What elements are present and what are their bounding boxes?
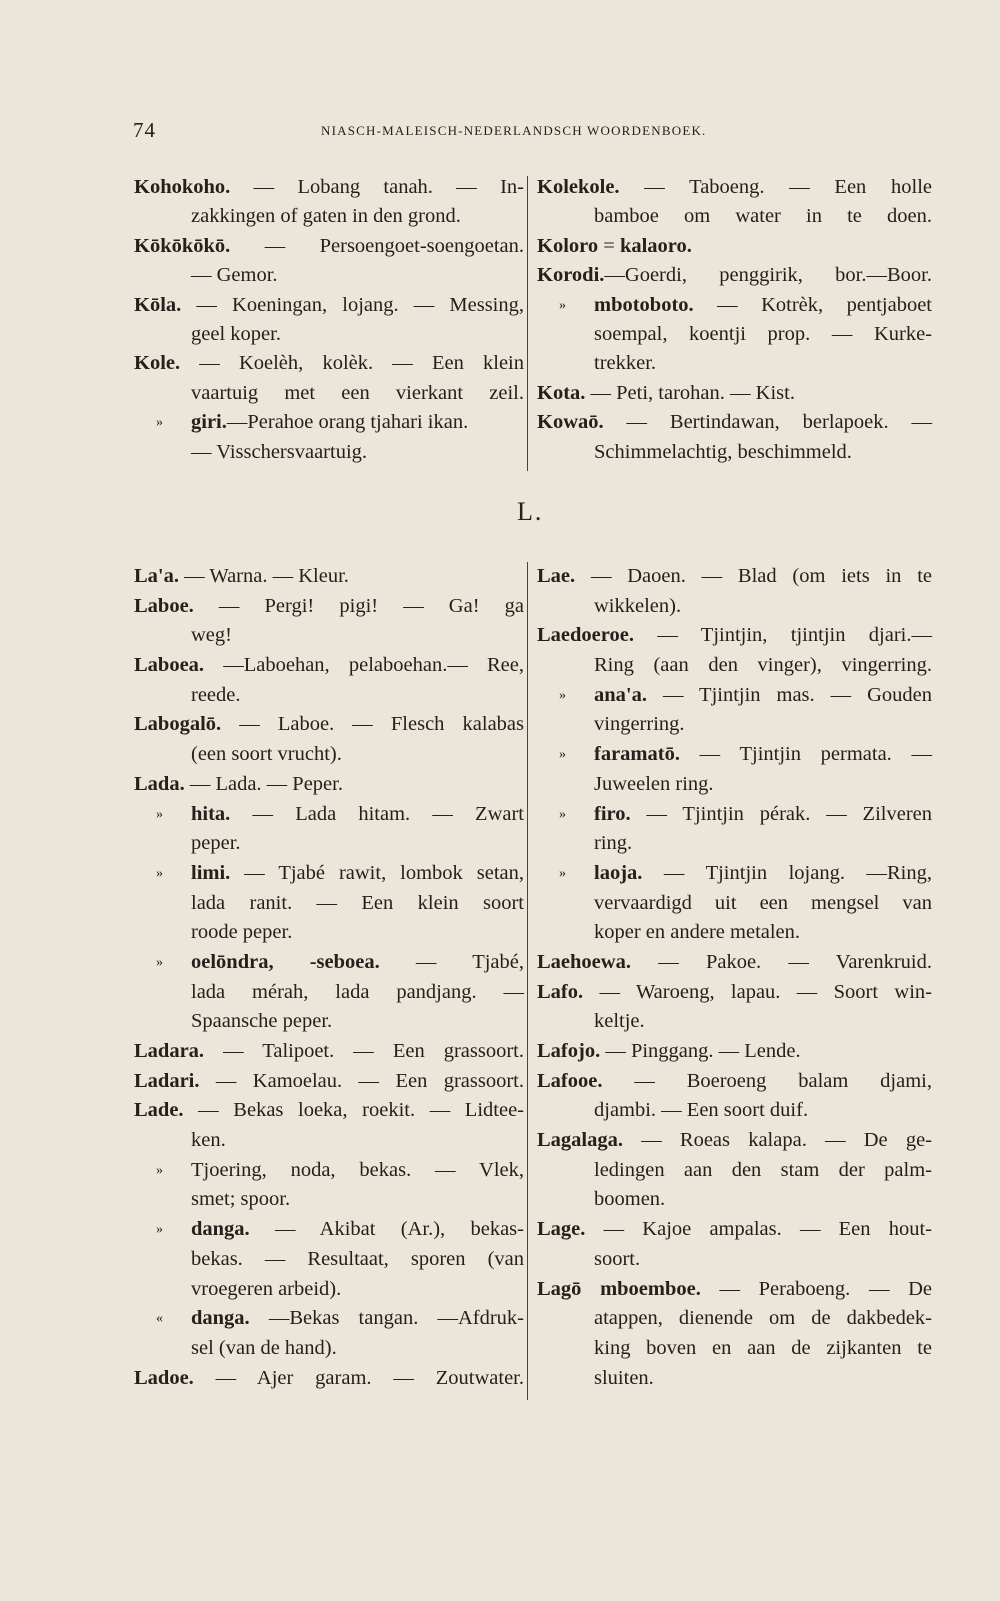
headword: Lafooe. <box>537 1069 603 1092</box>
entry-continuation-line <box>537 770 932 800</box>
definition-text: vervaardigd uit een mengsel van <box>594 891 932 914</box>
headword: oelōndra, -seboea. <box>191 950 380 973</box>
subentry-line <box>134 1215 524 1245</box>
subentry-line <box>537 800 932 830</box>
definition-text: — Talipoet. — Een grassoort. <box>204 1040 524 1062</box>
entry-line <box>134 232 524 261</box>
entry-line <box>537 978 932 1008</box>
definition-text: — Lada hitam. — Zwart <box>230 802 524 825</box>
headword: Laehoewa. <box>537 950 631 973</box>
headword: Lade. <box>134 1099 184 1122</box>
entry-line <box>134 1067 524 1097</box>
definition-text: vaartuig met een vierkant zeil. <box>191 381 524 404</box>
entry-continuation-line <box>537 1364 932 1394</box>
entry-line <box>537 1275 932 1305</box>
entry-continuation-line <box>134 1334 524 1364</box>
entry-continuation-line <box>134 681 524 711</box>
entries-k-left-column <box>134 173 524 467</box>
definition-text: — Tjabé rawit, lombok setan, <box>230 861 524 884</box>
definition-text: — Gemor. <box>191 264 278 287</box>
entry-line <box>134 1364 524 1394</box>
headword: Lage. <box>537 1218 586 1241</box>
entry-line <box>537 562 932 592</box>
definition-text: —Goerdi, penggirik, bor.—Boor. <box>604 264 932 287</box>
headword: Kōla. <box>134 293 182 316</box>
definition-text: sluiten. <box>594 1366 654 1389</box>
subentry-marker: » <box>156 1162 163 1178</box>
definition-text: boomen. <box>594 1188 666 1211</box>
subentry-line <box>134 948 524 978</box>
headword: Kolekole. <box>537 176 620 198</box>
entry-line <box>537 948 932 978</box>
definition-text: — Pinggang. — Lende. <box>600 1040 801 1062</box>
entry-line <box>537 408 932 437</box>
headword: Lafo. <box>537 980 584 1003</box>
definition-text: lada mérah, lada pandjang. — <box>191 980 524 1003</box>
entry-line <box>134 592 524 622</box>
subentry-line <box>134 800 524 830</box>
headword: kalaoro. <box>619 234 692 257</box>
headword: limi. <box>191 861 231 884</box>
headword: Koloro <box>537 234 599 257</box>
headword: Ladoe. <box>134 1366 194 1389</box>
definition-text: koper en andere metalen. <box>594 921 801 944</box>
entry-continuation-line <box>134 621 524 651</box>
definition-text: — Peraboeng. — De <box>700 1277 932 1300</box>
entry-continuation-line <box>537 1096 932 1126</box>
definition-text: —Perahoe orang tjahari ikan. <box>226 411 469 434</box>
subentry-line <box>537 681 932 711</box>
headword: Ladara. <box>134 1040 205 1062</box>
entry-continuation-line <box>537 829 932 859</box>
entry-continuation-line <box>537 320 932 349</box>
headword: danga. <box>191 1307 250 1330</box>
definition-text: — Bertindawan, berlapoek. — <box>603 411 932 434</box>
headword: Lagalaga. <box>537 1129 623 1152</box>
definition-text: wikkelen). <box>594 594 682 617</box>
column-divider <box>527 176 528 471</box>
entries-k-right-column <box>537 173 932 467</box>
definition-text: zakkingen of gaten in den grond. <box>191 205 461 228</box>
definition-text: — Tjintjin lojang. —Ring, <box>642 861 932 884</box>
definition-text: — Kajoe ampalas. — Een hout- <box>585 1218 932 1241</box>
definition-text: roode peper. <box>191 921 293 944</box>
definition-text: — Daoen. — Blad (om iets in te <box>575 565 932 587</box>
entry-line <box>134 710 524 740</box>
headword: Ladari. <box>134 1069 200 1092</box>
subentry-marker: » <box>559 806 566 822</box>
subentry-line <box>537 291 932 320</box>
definition-text: Tjoering, noda, bekas. — Vlek, <box>191 1158 524 1181</box>
definition-text: smet; spoor. <box>191 1188 291 1211</box>
entry-line <box>537 379 932 408</box>
entry-line <box>537 232 932 261</box>
entry-continuation-line <box>537 918 932 948</box>
entry-continuation-line <box>134 1275 524 1305</box>
entry-line <box>537 261 932 290</box>
subentry-marker: » <box>559 865 566 881</box>
subentry-line <box>537 859 932 889</box>
definition-text: = <box>598 234 620 257</box>
subentry-marker: » <box>156 954 163 970</box>
definition-text: Spaansche peper. <box>191 1010 333 1033</box>
headword: Kōkōkōkō. <box>134 234 231 257</box>
definition-text: — Roeas kalapa. — De ge- <box>623 1129 932 1152</box>
headword: Lae. <box>537 565 576 587</box>
entry-line <box>134 291 524 320</box>
entry-line <box>134 1096 524 1126</box>
entry-line <box>537 1215 932 1245</box>
definition-text: Juweelen ring. <box>594 772 714 795</box>
entry-continuation-line <box>537 1007 932 1037</box>
headword: Kota. <box>537 381 586 404</box>
definition-text: soort. <box>594 1247 641 1270</box>
entry-line <box>537 1067 932 1097</box>
definition-text: vingerring. <box>594 713 685 736</box>
definition-text: — Laboe. — Flesch kalabas <box>221 713 524 736</box>
headword: mbotoboto. <box>594 293 694 316</box>
entry-continuation-line <box>537 1185 932 1215</box>
definition-text: — Lobang tanah. — In- <box>230 176 524 198</box>
definition-text: — Tjintjin pérak. — Zilveren <box>630 802 932 825</box>
entry-line <box>134 770 524 800</box>
definition-text: — Pergi! pigi! — Ga! ga <box>193 594 524 617</box>
headword: La'a. <box>134 565 179 587</box>
definition-text: — Tjabé, <box>379 950 524 973</box>
column-divider <box>527 562 528 1400</box>
definition-text: ledingen aan den stam der palm- <box>594 1158 932 1181</box>
subentry-line <box>537 740 932 770</box>
entry-continuation-line <box>134 978 524 1008</box>
definition-text: — Lada. — Peper. <box>184 772 343 795</box>
subentry-line <box>134 1304 524 1334</box>
entry-continuation-line <box>537 438 932 467</box>
headword: danga. <box>191 1218 250 1241</box>
headword: hita. <box>191 802 231 825</box>
entries-l-left-column <box>134 562 524 1393</box>
entry-continuation-line <box>134 202 524 231</box>
headword: Lagō mboemboe. <box>537 1277 701 1300</box>
definition-text: — Taboeng. — Een holle <box>619 176 932 198</box>
headword: Lada. <box>134 772 185 795</box>
entry-continuation-line <box>134 1126 524 1156</box>
subentry-marker: » <box>156 806 163 822</box>
entry-continuation-line <box>134 1007 524 1037</box>
headword: laoja. <box>594 861 643 884</box>
entry-continuation-line <box>537 651 932 681</box>
headword: giri. <box>191 411 227 434</box>
definition-text: bekas. — Resultaat, sporen (van <box>191 1247 524 1270</box>
subentry-line <box>134 859 524 889</box>
entry-continuation-line <box>537 1334 932 1364</box>
definition-text: king boven en aan de zijkanten te <box>594 1336 932 1359</box>
entry-continuation-line <box>134 889 524 919</box>
entry-continuation-line <box>537 1156 932 1186</box>
definition-text: —Bekas tangan. —Afdruk- <box>249 1307 524 1330</box>
headword: Korodi. <box>537 264 605 287</box>
subentry-marker: » <box>559 747 566 763</box>
running-title: NIASCH-MALEISCH-NEDERLANDSCH WOORDENBOEK. <box>321 123 707 138</box>
definition-text: weg! <box>191 624 232 647</box>
definition-text: — Tjintjin, tjintjin djari.— <box>633 624 932 647</box>
definition-text: — Tjintjin mas. — Gouden <box>646 683 932 706</box>
entry-continuation-line <box>134 740 524 770</box>
definition-text: — Kotrèk, pentjaboet <box>693 293 932 316</box>
definition-text: djambi. — Een soort duif. <box>594 1099 809 1122</box>
definition-text: — Kamoelau. — Een grassoort. <box>199 1069 524 1092</box>
subentry-marker: » <box>156 415 163 431</box>
entry-continuation-line <box>134 1245 524 1275</box>
entry-continuation-line <box>134 918 524 948</box>
subentry-marker: » <box>559 297 566 313</box>
definition-text: — Visschersvaartuig. <box>191 440 368 463</box>
section-letter: L. <box>517 497 544 526</box>
definition-text: keltje. <box>594 1010 645 1033</box>
entry-continuation-line <box>134 320 524 349</box>
definition-text: — Persoengoet-soengoetan. <box>230 234 524 257</box>
definition-text: soempal, koentji prop. — Kurke- <box>594 322 932 345</box>
definition-text: ken. <box>191 1129 226 1152</box>
headword: Kohokoho. <box>134 176 231 198</box>
entry-continuation-line <box>537 1304 932 1334</box>
definition-text: geel koper. <box>191 322 281 345</box>
definition-text: — Pakoe. — Varenkruid. <box>630 950 932 973</box>
definition-text: — Akibat (Ar.), bekas- <box>249 1218 524 1241</box>
entry-line <box>134 1037 524 1067</box>
subentry-line <box>134 1156 524 1186</box>
entry-continuation-line <box>134 438 524 467</box>
entry-line <box>134 562 524 592</box>
definition-text: Schimmelachtig, beschimmeld. <box>594 440 852 463</box>
entry-continuation-line <box>537 202 932 231</box>
entry-line <box>134 173 524 202</box>
entry-continuation-line <box>134 261 524 290</box>
definition-text: — Tjintjin permata. — <box>679 743 932 766</box>
page-number: 74 <box>133 118 156 142</box>
subentry-line <box>134 408 524 437</box>
headword: Labogalō. <box>134 713 222 736</box>
entry-continuation-line <box>537 889 932 919</box>
definition-text: sel (van de hand). <box>191 1336 337 1359</box>
entry-continuation-line <box>537 710 932 740</box>
headword: ana'a. <box>594 683 647 706</box>
headword: Laboe. <box>134 594 194 617</box>
headword: firo. <box>594 802 631 825</box>
subentry-marker: « <box>156 1311 163 1327</box>
headword: Kole. <box>134 352 181 375</box>
headword: Laboea. <box>134 654 205 677</box>
definition-text: —Laboehan, pelaboehan.— Ree, <box>204 654 524 677</box>
entry-line <box>537 621 932 651</box>
entry-line <box>134 349 524 378</box>
definition-text: Ring (aan den vinger), vingerring. <box>594 654 932 677</box>
entry-continuation-line <box>134 829 524 859</box>
headword: Kowaō. <box>537 411 604 434</box>
entry-continuation-line <box>537 592 932 622</box>
entry-line <box>537 1126 932 1156</box>
definition-text: — Ajer garam. — Zoutwater. <box>193 1366 524 1389</box>
entry-continuation-line <box>134 379 524 408</box>
definition-text: — Boeroeng balam djami, <box>602 1069 932 1092</box>
definition-text: — Koelèh, kolèk. — Een klein <box>180 352 524 375</box>
definition-text: — Koeningan, lojang. — Messing, <box>181 293 524 316</box>
definition-text: lada ranit. — Een klein soort <box>191 891 524 914</box>
definition-text: trekker. <box>594 352 657 375</box>
entry-continuation-line <box>134 1185 524 1215</box>
definition-text: atappen, dienende om de dakbedek- <box>594 1307 932 1330</box>
subentry-marker: » <box>156 865 163 881</box>
definition-text: vroegeren arbeid). <box>191 1277 342 1300</box>
definition-text: reede. <box>191 683 241 706</box>
definition-text: — Bekas loeka, roekit. — Lidtee- <box>183 1099 524 1122</box>
definition-text: — Peti, tarohan. — Kist. <box>585 381 795 404</box>
entry-line <box>134 651 524 681</box>
definition-text: peper. <box>191 832 241 855</box>
entries-l-right-column <box>537 562 932 1393</box>
definition-text: (een soort vrucht). <box>191 743 342 766</box>
headword: faramatō. <box>594 743 680 766</box>
entry-continuation-line <box>537 1245 932 1275</box>
running-head <box>133 118 923 142</box>
entry-line <box>537 1037 932 1067</box>
definition-text: bamboe om water in te doen. <box>594 205 932 228</box>
headword: Lafojo. <box>537 1040 601 1062</box>
definition-text: — Warna. — Kleur. <box>179 565 349 587</box>
subentry-marker: » <box>559 687 566 703</box>
entry-line <box>537 173 932 202</box>
definition-text: ring. <box>594 832 633 855</box>
definition-text: — Waroeng, lapau. — Soort win- <box>583 980 932 1003</box>
subentry-marker: » <box>156 1222 163 1238</box>
entry-continuation-line <box>537 349 932 378</box>
headword: Laedoeroe. <box>537 624 634 647</box>
